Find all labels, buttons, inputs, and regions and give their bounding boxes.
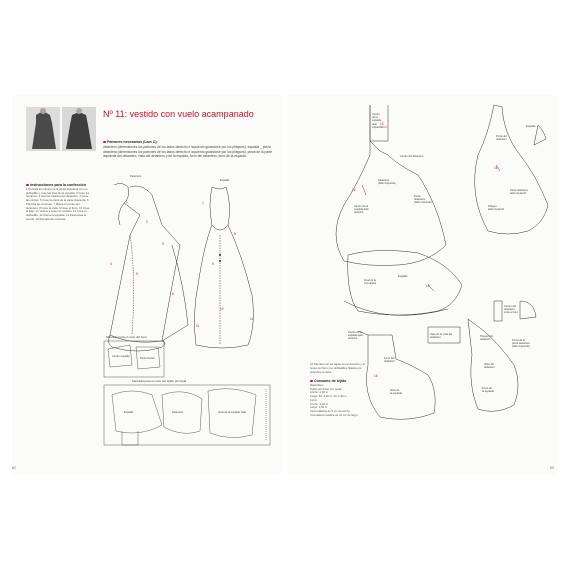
svg-text:15: 15	[426, 284, 430, 288]
pieces-text: delantero (dimensiones los patrones de los lados derecho e izquierdo guiándose por los pliegues), espalda _ pieza delantera (dimensiones los patrones de los lados derecho e izquierdo guiándose por los pliegues), pieza de la parte izquierda del delantero, vista del delantero y de la espalda, forro del delantero, forro de la espalda.	[103, 145, 272, 159]
label-forro-delantero: Forro del delantero	[384, 357, 395, 364]
svg-text:12: 12	[250, 317, 254, 321]
label-centro-delantero: Centro del delantero	[400, 155, 424, 158]
label-lado-derecho: Centro de la espalda lado derecho	[354, 205, 369, 215]
materials-block	[310, 379, 374, 418]
label-pieza-delantera: Pieza delantera (lado izquierdo)	[414, 195, 432, 205]
marker-lines	[362, 127, 500, 291]
step-16-text: 16 Remata con las tapas por el derecho y al revés del forro con dobladillos hilados por pespunte a cante.	[310, 362, 365, 374]
lining-cut-layout	[104, 341, 164, 377]
svg-text:11: 11	[196, 324, 200, 328]
step-markers-right	[352, 122, 498, 378]
dress-photo-front	[26, 107, 60, 151]
instructions-heading-text: Instrucciones para la confección	[30, 183, 86, 187]
label-cremallera: Final de la cremallera	[364, 279, 377, 286]
label-delantero: Delantero (lado izquierdo)	[378, 179, 396, 186]
label-pinza-delantero: Pinza del delantero	[496, 135, 507, 142]
left-page	[12, 95, 282, 475]
svg-text:4: 4	[110, 262, 112, 266]
svg-text:6: 6	[172, 292, 174, 296]
instructions-block	[26, 183, 92, 222]
label-vista-espalda: Vista de la espalda	[390, 389, 402, 396]
label-centro-espalda-izq: Centro de la espalda lado izquierdo	[372, 113, 383, 129]
svg-text:10: 10	[220, 307, 224, 311]
label-pinza-pieza: Pinza de la pieza delantera (lado izquierdo)	[512, 339, 530, 349]
page-number-left: 62	[12, 466, 16, 470]
instructions-text: 1 Remata los cantos de la pieza delantera con un dobladillo y cose las tiras de la espalda. 2 Cose los hombros. 3 Une las mitades del delantero. 4 Cose las pinzas. 5 Cose la pieza de la parte izquierda. 6 Plancha las costuras. 7 Marca el centro del delantero. 8 Cose la vista. 9 Cose el forro. 10 Cose el bajo. 11 Vuelve a coser el costado. 12 Cose el dobladillo. 13 Cierra la espalda. 14 Pespuntea el escote. 15 Remata las costuras.	[26, 186, 90, 221]
right-page	[288, 95, 558, 475]
bullet-icon	[26, 184, 29, 187]
label-centro-espalda-bottom: Centro de la espalda lado derecho	[348, 331, 363, 341]
front-dress-drawing	[108, 183, 188, 351]
svg-text:7: 7	[202, 202, 204, 206]
label-pieza-delantero-lado: Pieza delantero lado izquierdo	[510, 189, 529, 196]
cut-label-pieza-frontal: Pieza frontal	[140, 357, 155, 360]
label-espalda-mid: Espalda	[398, 275, 408, 278]
main-fabric-cut-layout	[104, 385, 270, 445]
materials-heading-text: Consumo de tejido	[314, 379, 347, 383]
label-tapa: Tapa de la vista del delantero	[430, 333, 453, 340]
label-pliegue: Pliegue lado izquierdo	[488, 205, 505, 212]
cut-label-delantero: Delantero	[172, 411, 184, 414]
cut-label-centro-espalda: Centro espalda	[112, 355, 130, 358]
svg-text:16: 16	[494, 166, 498, 170]
bullet-icon	[310, 380, 313, 383]
page-title: Nº 11: vestido con vuelo acampanado	[103, 109, 254, 119]
svg-text:3: 3	[162, 242, 164, 246]
svg-text:14: 14	[352, 188, 356, 192]
svg-text:5: 5	[136, 272, 138, 276]
bullet-icon	[103, 141, 106, 144]
label-delantero: Delantero	[130, 175, 142, 178]
dress-photo-back	[62, 107, 96, 151]
svg-text:1: 1	[126, 200, 128, 204]
svg-text:16: 16	[374, 374, 378, 378]
svg-text:9: 9	[212, 262, 214, 266]
step-markers-left	[110, 200, 254, 328]
cut-label-espalda: Espalda	[124, 411, 134, 414]
lining-cut-heading: Marcada para el corte del forro	[106, 335, 148, 339]
materials-text: Materiales: Tejido principal, por poder Ancho: 1,40 m Largo: 40: 2,20 m; 44: 2,30 m Forro: Ancho: 1,40 m Largo: 1,50 m Cinta elástica de 5 cm de ancho Cremallera invisible de 16 cm de largo	[310, 382, 358, 417]
cut-label-vista-espalda: Vista de la espalda, lado	[218, 411, 247, 414]
pieces-heading-text: Patrones necesarios (Lam C):	[107, 140, 158, 144]
svg-text:13: 13	[380, 122, 384, 126]
svg-text:8: 8	[234, 232, 236, 236]
page-number-right: 63	[550, 466, 554, 470]
label-espalda-right: Espalda	[526, 125, 536, 128]
label-vista-delantero: Vista del delantero	[484, 363, 495, 370]
label-espalda: Espalda	[220, 179, 230, 182]
main-cut-heading: Marcada para el corte del tejido principal	[132, 379, 187, 383]
label-centro-delantero-corte: Centro del delantero corte a forro	[504, 305, 518, 315]
label-pliegue-delantero: Pliegue del delantero	[480, 335, 493, 342]
back-dress-drawing	[194, 187, 253, 348]
label-forro-espalda: Forro de la espalda	[482, 387, 494, 394]
right-page-pattern-pieces	[288, 95, 558, 475]
svg-text:2: 2	[146, 220, 148, 224]
pieces-block	[103, 140, 273, 159]
